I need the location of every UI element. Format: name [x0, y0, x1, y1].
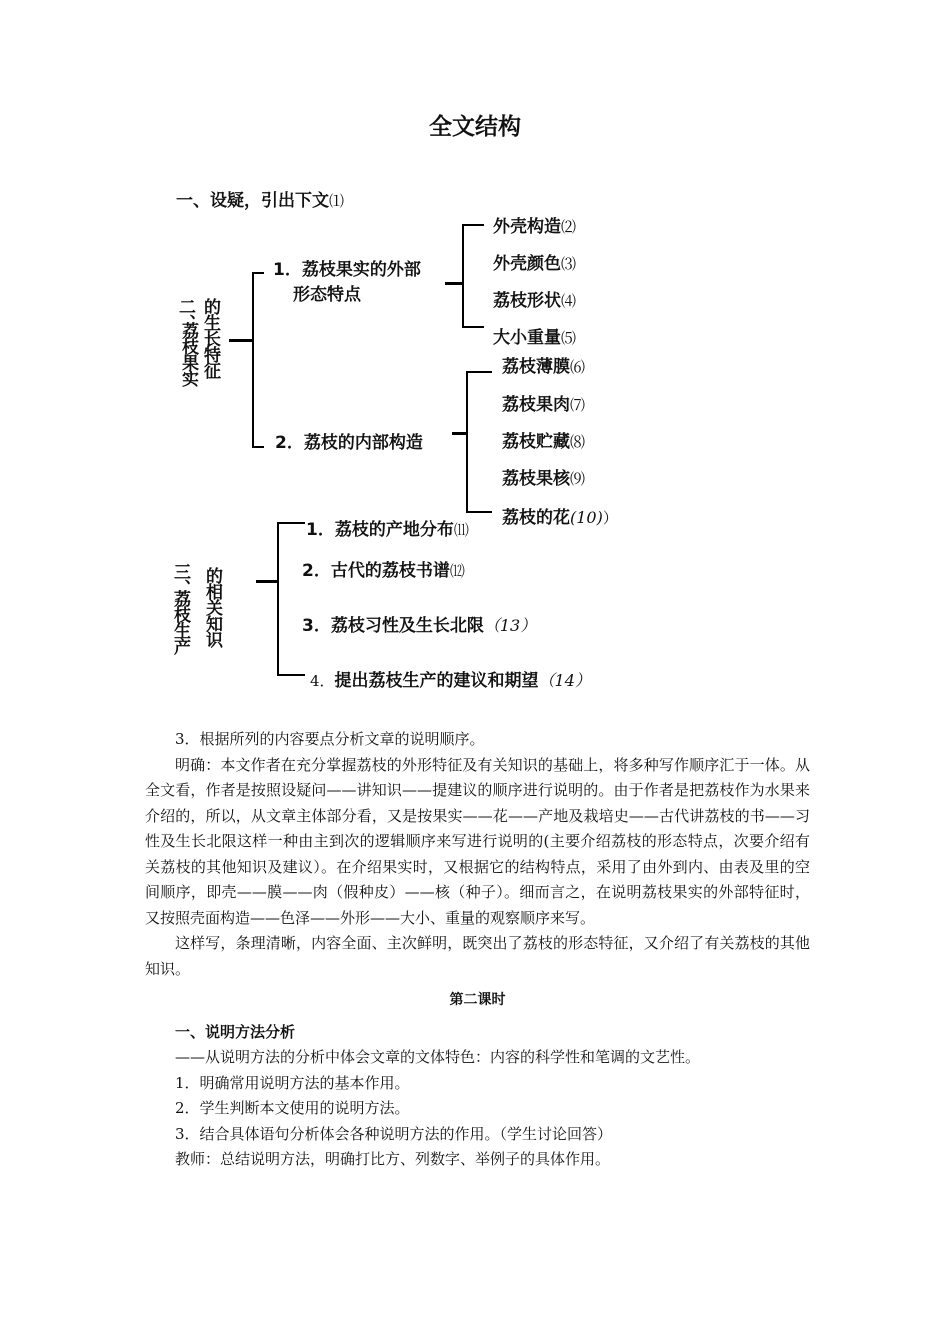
sec-3-item — [306, 515, 469, 540]
section-2-col-a: 荔枝果实 — [178, 322, 198, 386]
sub-1-line1: 1．荔枝果实的外部 — [273, 260, 421, 280]
paragraph: ——从说明方法的分析中体会文章的文体特色：内容的科学性和笔调的文艺性。 — [175, 1048, 701, 1066]
brace-tick — [252, 446, 264, 448]
item-num: ⑹ — [570, 358, 586, 376]
item-num: （13） — [483, 616, 537, 635]
paragraph: 这样写，条理清晰，内容全面、主次鲜明，既突出了荔枝的形态特征，又介绍了有关荔枝的其他知识。 — [145, 934, 810, 978]
sec-3-item — [310, 666, 591, 691]
item-idx: 3． — [302, 616, 331, 636]
item-label: 外壳颜色 — [493, 254, 561, 274]
item-label: 荔枝薄膜 — [502, 357, 570, 377]
item-num: ⑸ — [561, 329, 577, 347]
paragraph: 3．结合具体语句分析体会各种说明方法的作用。（学生讨论回答） — [175, 1124, 613, 1143]
item-label: 荔枝果肉 — [502, 395, 570, 415]
section-2-col-b: 的生长特征 — [200, 298, 220, 378]
paragraph: 明确：本文作者在充分掌握荔枝的外形特征及有关知识的基础上，将多种写作顺序汇于一体。从全文看，作者是按照设疑问——讲知识——提建议的顺序进行说明的。由于作者是把荔枝作为水果来介绍的，所以，从文章主体部分看，又是按果实——花——产地及栽培史——古代讲荔枝的书——习性及生长北限这样一种由主到次的逻辑顺序来写进行说明的(主要介绍荔枝的形态特点，次要介绍有关荔枝的其他知识及建议）。在介绍果实时，又根据它的结构特点，采用了由外到内、由表及里的空间顺序，即壳——膜——肉（假种皮）——核（种子）。细而言之，在说明荔枝果实的外部特征时，又按照壳面构造——色泽——外形——大小、重量的观察顺序来写。 — [145, 755, 810, 927]
item-num: （14） — [538, 671, 591, 690]
brace-tick — [462, 326, 484, 328]
item-label: 提出荔枝生产的建议和期望 — [334, 671, 539, 691]
sub-2-label: 2．荔枝的内部构造 — [275, 433, 423, 453]
page-title: 全文结构 — [429, 114, 521, 140]
item-label: 荔枝习性及生长北限 — [330, 616, 484, 636]
section-heading: 一、说明方法分析 — [175, 1022, 296, 1041]
item-num: ⑿ — [449, 562, 465, 580]
sub-1-item — [493, 249, 576, 274]
item-label: 大小重量 — [493, 328, 561, 348]
section-1-num: ⑴ — [329, 192, 345, 210]
brace-tick — [277, 674, 305, 676]
sub-2-item — [502, 464, 585, 489]
sec-3-item — [302, 611, 536, 636]
brace-vertical — [277, 522, 279, 676]
sub-1-item — [493, 286, 576, 311]
lesson-heading: 第二课时 — [449, 992, 506, 1008]
item-label: 荔枝形状 — [493, 291, 561, 311]
brace-tick — [252, 272, 264, 274]
brace-stem — [256, 580, 278, 583]
item-num: ⑾ — [453, 521, 469, 539]
brace-stem — [229, 339, 254, 342]
section-2-prefix: 二、 — [175, 298, 195, 330]
paragraph: 3．根据所列的内容要点分析文章的说明顺序。 — [175, 730, 485, 748]
item-num: ⑷ — [561, 292, 577, 310]
paragraph: 教师：总结说明方法，明确打比方、列数字、举例子的具体作用。 — [175, 1150, 611, 1168]
item-close: ） — [602, 509, 618, 527]
item-idx: 2． — [302, 561, 331, 581]
item-num: (10) — [570, 508, 603, 527]
brace-tick — [466, 511, 492, 513]
item-label: 荔枝的花 — [502, 508, 570, 528]
item-label: 荔枝的产地分布 — [334, 520, 454, 540]
section-3-prefix: 三、 — [170, 563, 190, 595]
section-1-label: 一、设疑，引出下文 — [176, 191, 329, 211]
item-label: 荔枝果核 — [502, 469, 570, 489]
analysis-text — [145, 727, 810, 1173]
brace-tick — [466, 371, 492, 373]
section-3-col-a: 荔枝生产 — [170, 590, 190, 654]
item-idx: 4． — [310, 672, 335, 690]
sub-2-item — [502, 503, 618, 528]
section-1 — [176, 186, 344, 211]
item-num: ⑼ — [570, 470, 586, 488]
item-label: 荔枝贮藏 — [502, 432, 570, 452]
sec-3-item — [302, 556, 465, 581]
brace-tick — [277, 522, 305, 524]
sub-2-item — [502, 352, 585, 377]
paragraph: 2．学生判断本文使用的说明方法。 — [175, 1099, 410, 1117]
sub-1-item — [493, 323, 576, 348]
brace-vertical — [462, 224, 464, 328]
item-num: ⑺ — [570, 396, 586, 414]
item-label: 古代的荔枝书谱 — [330, 561, 450, 581]
paragraph: 1．明确常用说明方法的基本作用。 — [175, 1073, 410, 1092]
item-idx: 1． — [306, 520, 335, 540]
section-3-col-b: 的相关知识 — [202, 567, 222, 647]
sub-2-item — [502, 427, 585, 452]
item-num: ⑵ — [561, 218, 577, 236]
brace-vertical — [466, 371, 468, 513]
sub-1-item — [493, 212, 576, 237]
sub-1-line2: 形态特点 — [293, 285, 361, 305]
item-label: 外壳构造 — [493, 217, 561, 237]
brace-tick — [462, 224, 484, 226]
item-num: ⑻ — [570, 433, 586, 451]
item-num: ⑶ — [561, 255, 577, 273]
brace-vertical — [252, 272, 254, 448]
sub-2-item — [502, 390, 585, 415]
